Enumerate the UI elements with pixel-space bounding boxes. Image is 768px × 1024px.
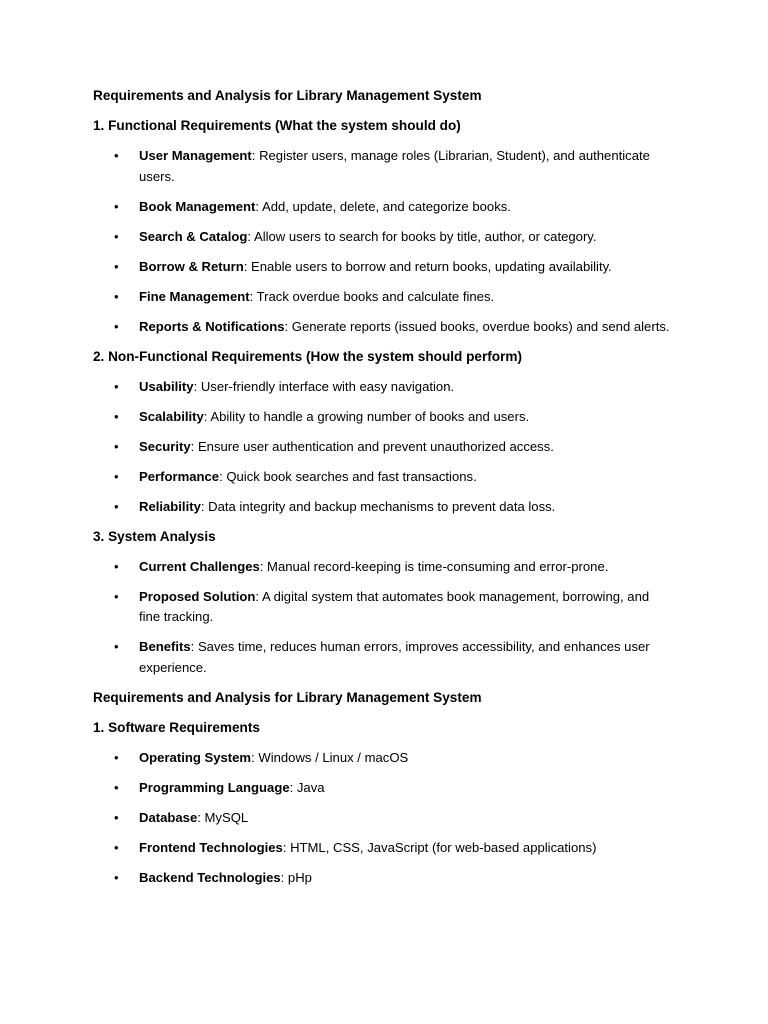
- list-item: [93, 437, 673, 458]
- section: [93, 688, 673, 708]
- item-description: : Enable users to borrow and return books, updating availability.: [243, 258, 612, 274]
- item-description: : Windows / Linux / macOS: [251, 749, 409, 765]
- section: [93, 116, 673, 337]
- item-description: : Generate reports (issued books, overdue books) and send alerts.: [284, 318, 670, 334]
- document-title: Requirements and Analysis for Library Management System: [93, 88, 482, 103]
- item-description: : Register users, manage roles (Librarian, Student), and authenticate users.: [139, 148, 650, 184]
- item-term: Proposed Solution: [139, 588, 256, 604]
- list-item: [93, 317, 673, 338]
- section-heading: 1. Functional Requirements (What the system should do): [93, 118, 461, 133]
- list-item: [93, 587, 673, 628]
- item-term: Benefits: [139, 639, 191, 654]
- item-term: Security: [139, 438, 191, 454]
- item-term: Performance: [139, 468, 220, 484]
- item-term: Borrow & Return: [139, 258, 244, 274]
- item-term: Book Management: [139, 198, 256, 214]
- item-term: User Management: [139, 148, 252, 163]
- item-description: : Ability to handle a growing number of books and users.: [203, 408, 530, 424]
- item-description: : MySQL: [197, 809, 249, 825]
- item-term: Usability: [139, 378, 194, 394]
- bullet-list: [93, 748, 673, 889]
- document-page: [93, 86, 673, 898]
- item-term: Frontend Technologies: [139, 839, 283, 855]
- item-description: : Data integrity and backup mechanisms to prevent data loss.: [200, 498, 556, 514]
- item-description: : pHp: [280, 869, 312, 885]
- list-item: [93, 868, 673, 889]
- list-item: [93, 227, 673, 248]
- section: [93, 527, 673, 679]
- list-item: [93, 748, 673, 769]
- list-item: [93, 287, 673, 308]
- list-item: [93, 467, 673, 488]
- item-term: Fine Management: [139, 288, 250, 304]
- list-item: [93, 257, 673, 278]
- item-description: : Ensure user authentication and prevent unauthorized access.: [190, 438, 554, 454]
- item-description: : HTML, CSS, JavaScript (for web-based applications): [282, 839, 597, 855]
- section: [93, 86, 673, 106]
- item-description: : Add, update, delete, and categorize books.: [255, 198, 511, 214]
- bullet-list: [93, 557, 673, 679]
- section-heading: 2. Non-Functional Requirements (How the system should perform): [93, 348, 522, 364]
- bullet-list: [93, 146, 673, 337]
- list-item: [93, 637, 673, 678]
- item-term: Operating System: [139, 749, 252, 765]
- section: [93, 718, 673, 889]
- item-term: Search & Catalog: [139, 228, 248, 244]
- list-item: [93, 497, 673, 518]
- list-item: [93, 407, 673, 428]
- list-item: [93, 377, 673, 398]
- item-description: : Track overdue books and calculate fines.: [249, 288, 495, 304]
- section: [93, 347, 673, 518]
- item-term: Programming Language: [139, 779, 290, 795]
- section-heading: 3. System Analysis: [93, 528, 216, 544]
- item-description: : Quick book searches and fast transactions.: [219, 468, 477, 484]
- item-term: Reliability: [139, 498, 201, 514]
- item-description: : Saves time, reduces human errors, improves accessibility, and enhances user experience.: [139, 639, 650, 675]
- list-item: [93, 197, 673, 218]
- item-term: Current Challenges: [139, 558, 260, 574]
- item-term: Backend Technologies: [139, 869, 281, 885]
- list-item: [93, 808, 673, 829]
- bullet-list: [93, 377, 673, 518]
- document-title: Requirements and Analysis for Library Management System: [93, 689, 482, 705]
- item-description: : A digital system that automates book management, borrowing, and fine tracking.: [139, 588, 650, 624]
- item-description: : Allow users to search for books by title, author, or category.: [247, 228, 597, 244]
- item-description: : Manual record-keeping is time-consuming and error-prone.: [259, 558, 609, 574]
- list-item: [93, 146, 673, 187]
- list-item: [93, 838, 673, 859]
- item-term: Database: [139, 809, 198, 825]
- list-item: [93, 778, 673, 799]
- item-term: Reports & Notifications: [139, 318, 285, 334]
- item-description: : Java: [289, 779, 325, 795]
- section-heading: 1. Software Requirements: [93, 719, 260, 735]
- list-item: [93, 557, 673, 578]
- item-description: : User-friendly interface with easy navigation.: [193, 378, 455, 394]
- item-term: Scalability: [139, 408, 204, 424]
